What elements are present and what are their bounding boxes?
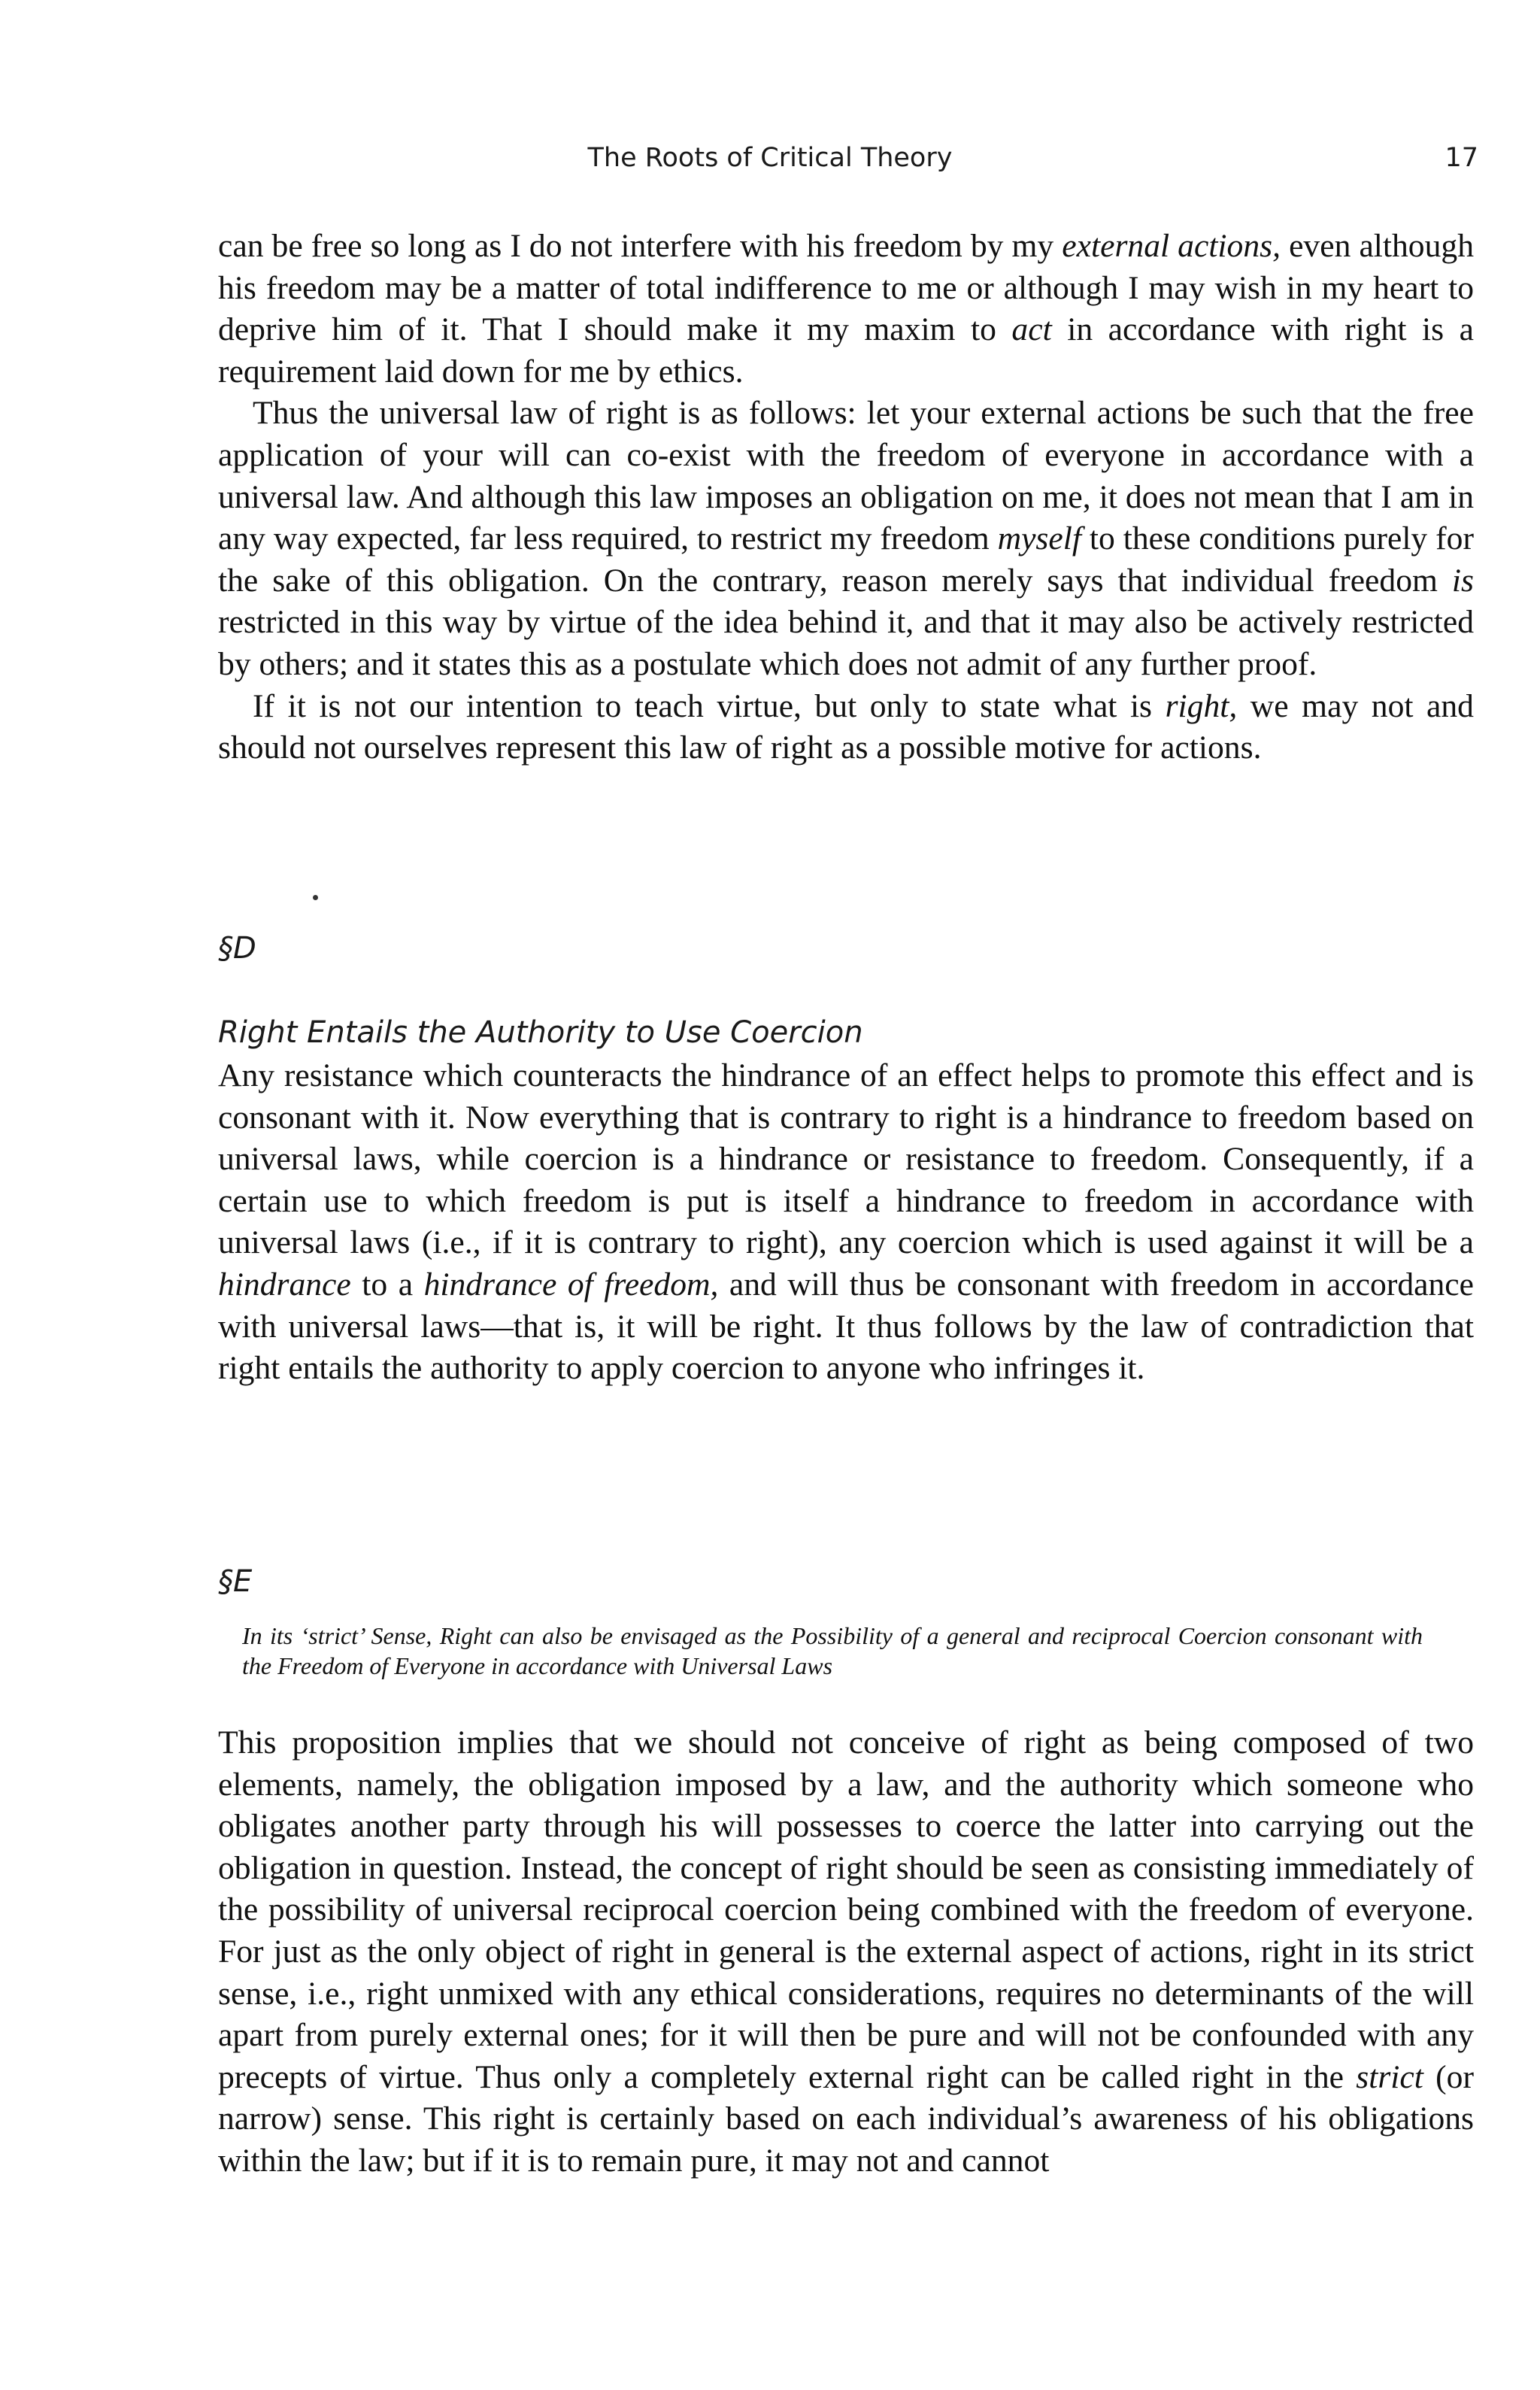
paragraph-3 (218, 686, 1474, 769)
text-run: Any resistance which counteracts the hindrance of an effect helps to promote this effect and is consonant with it. Now everything that is contrary to right is a hindrance to freedom based on universal laws, while coercion is a hindrance or resistance to freedom. Consequently, if a certain use to which freedom is put is itself a hindrance to freedom in accordance with universal laws (i.e., if it is contrary to right), any coercion which is used against it will be a (218, 1057, 1474, 1261)
section-d-body (218, 1055, 1474, 1390)
text-run: to these conditions purely for the sake of this obligation. On the contrary, reason merely says that individual freedom (218, 520, 1474, 599)
body-text-top (218, 226, 1474, 769)
section-e-body-text (218, 1722, 1474, 2182)
text-run: and will thus be consonant with freedom in accordance with universal laws—that is, it will be right. It thus follows by the law of contradiction that right entails the authority to apply coercion to anyone who infringes it. (218, 1266, 1474, 1387)
text-run: If it is not our intention to teach virtue, but only to state what is (253, 687, 1166, 724)
text-run: to a (350, 1266, 424, 1303)
running-title: The Roots of Critical Theory (587, 143, 953, 173)
italic-text-run: hindrance of freedom, (423, 1266, 719, 1303)
section-mark-d: §D (218, 931, 256, 966)
section-mark-e: §E (218, 1564, 253, 1599)
text-run: can be free so long as I do not interfere with his freedom by my (218, 228, 1063, 264)
section-e-heading: In its ‘strict’ Sense, Right can also be envisaged as the Possibility of a general and reciprocal Coercion consonant with the Freedom of Everyone in accordance with Universal Laws (242, 1622, 1423, 1679)
section-e-paragraph (218, 1722, 1474, 2182)
text-run: restricted in this way by virtue of the idea behind it, and that it may also be actively restricted by others; and it states this as a postulate which does not admit of any further proof. (218, 604, 1474, 682)
page-number: 17 (1445, 143, 1478, 173)
section-d-heading: Right Entails the Authority to Use Coercion (218, 1015, 863, 1050)
italic-text-run: strict (1356, 2058, 1423, 2095)
paragraph-2 (218, 393, 1474, 685)
paragraph-1 (218, 226, 1474, 393)
text-run: we may not and should not ourselves represent this law of right as a possible motive for actions. (218, 687, 1474, 766)
text-run: Thus the universal law of right is as follows: let your external actions be such that the free application of your will can co-exist with the freedom of everyone in accordance with a universal law. And although this law imposes an obligation on me, it does not mean that I am in any way expected, far less required, to restrict my freedom (218, 395, 1474, 557)
italic-text-run: is (1451, 562, 1474, 599)
stray-mark (313, 895, 318, 900)
italic-text-run: myself (997, 520, 1081, 557)
italic-text-run: hindrance (218, 1266, 351, 1303)
text-run: (or narrow) sense. This right is certainly based on each individual’s awareness of his obligations within the law; but if it is to remain pure, it may not and cannot (218, 2058, 1474, 2179)
running-head (0, 143, 1540, 180)
italic-text-run: right, (1165, 687, 1238, 724)
italic-text-run: act (1011, 311, 1052, 348)
text-run: This proposition implies that we should not conceive of right as being composed of two elements, namely, the obligation imposed by a law, and the authority which someone who obligates another party through his will possesses to coerce the latter into carrying out the obligation in question. Instead, the concept of right should be seen as consisting immediately of the possibility of universal reciprocal coercion being combined with the freedom of everyone. For just as the only object of right in general is the external aspect of actions, right in its strict sense, i.e., right unmixed with any ethical considerations, requires no determinants of the will apart from purely external ones; for it will then be pure and will not be confounded with any precepts of virtue. Thus only a completely external right can be called right in the (218, 1724, 1474, 2095)
text-run: even although his freedom may be a matter of total indifference to me or although I may wish in my heart to deprive him of it. That I should make it my maxim to (218, 228, 1474, 348)
section-d-paragraph (218, 1055, 1474, 1390)
text-run: in accordance with right is a requirement laid down for me by ethics. (218, 311, 1474, 390)
italic-text-run: external actions, (1062, 228, 1281, 264)
